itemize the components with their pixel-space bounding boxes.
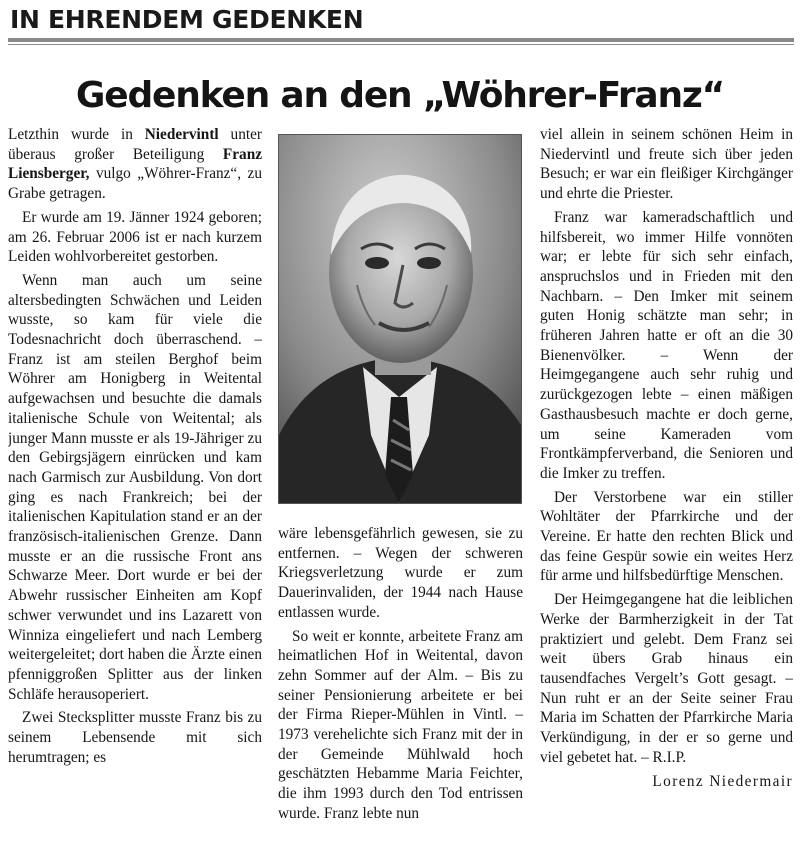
intro-text-b: unter überaus großer Beteiligung xyxy=(8,126,262,163)
paragraph-work: So weit er konnte, arbeitete Franz am heimatlichen Hof in Weitental, davon zehn Sommer auf der Alm. – Bis zu seiner Pensionierung arbeitete er bei der Firma Rieper-Mühlen in Vintl. – 1973 verehelichte sich Franz mit der in der Gemeinde Mühlwald hoch geschätzten Hebamme Maria Feichter, die ihm 1993 durch den Tod entrissen wurde. Franz lebte nun xyxy=(278,627,523,822)
article-column-2 xyxy=(278,524,523,867)
article-column-3 xyxy=(540,125,793,867)
article-column-1 xyxy=(8,125,262,867)
article-headline: Gedenken an den „Wöhrer-Franz“ xyxy=(75,75,725,116)
paragraph-splinters-cont: wäre lebensgefährlich gewesen, sie zu entfernen. – Wegen der schweren Kriegsverletzung wurde er zum Dauerinvaliden, der 1944 nach Hause entlassen wurde. xyxy=(278,525,523,621)
header-rule-thick xyxy=(8,38,794,42)
paragraph-farewell: Der Heimgegangene hat die leiblichen Werke der Barmherzigkeit in der Tat praktiziert und gelebt. Dem Franz sei weit übers Grab hinaus ein tausendfaches Vergelt’s Gott gesagt. – Nun ruht er an der Seite seiner Frau Maria im Schatten der Pfarrkirche Maria Verkündigung, in der er so gerne und viel gebetet hat. – R.I.P. xyxy=(540,591,793,766)
paragraph-life: Wenn man auch um seine altersbedingten Schwächen und Leiden wusste, so kam für viele die Todesnachricht doch überraschend. – Franz ist am steilen Berghof beim Wöhrer am Honigberg in Weitental aufgewachsen und besuchte die damals italienische Schule von Weitental; als junger Mann musste er als 19-Jähriger zu den Gebirgsjägern einrücken und kam nach Garmisch zur Ausbildung. Von dort ging es nach Frankreich; bei der italienischen Kapitulation stand er an der französisch-italienischen Grenze. Dann musste er an die russische Front ans Schwarze Meer. Dort wurde er bei der Abwehr russischer Einheiten am Kopf schwer verwundet und ins Lazarett von Winniza eingeliefert und nach Lemberg weitergeleitet; dort haben die Ärzte einen pfenniggroßen Splitter aus der linken Schläfe herausoperiert. xyxy=(8,271,262,703)
place-name: Niedervintl xyxy=(144,126,219,143)
portrait-photo xyxy=(278,134,522,504)
portrait-icon xyxy=(279,135,521,503)
paragraph-intro xyxy=(8,125,262,204)
paragraph-character: Franz war kameradschaftlich und hilfsbereit, wo immer Hilfe vonnöten war; er lebte für sich sehr einfach, anspruchslos und in Frieden mit den Nachbarn. – Den Imker mit seinem guten Honig schätzte man sehr; in früheren Jahren hatte er oft an die 30 Bienenvölker. – Wenn der Heimgegangene auch sehr ruhig und zurückgezogen lebte – einen mäßigen Gasthausbesuch machte er doch gerne, um seine Kameraden vom Frontkämpferverband, die Senioren und die Imker zu treffen. xyxy=(540,208,793,482)
section-header: IN EHRENDEM GEDENKEN xyxy=(10,5,364,34)
paragraph-dates: Er wurde am 19. Jänner 1924 geboren; am 26. Februar 2006 ist er nach kurzem Leiden wohlvorbereitet gestorben. xyxy=(8,208,262,266)
intro-text-c: vulgo „Wöhrer-Franz“, zu Grabe getragen. xyxy=(8,165,262,203)
deceased-name: Franz Liensberger, xyxy=(8,145,262,183)
paragraph-work-cont: viel allein in seinem schönen Heim in Niedervintl und freute sich über jeden Besuch; er war ein fleißiger Kirchgänger und ehrte die Priester. xyxy=(540,126,793,203)
intro-text-a: Letzthin wurde in xyxy=(8,126,145,143)
paragraph-benefactor: Der Verstorbene war ein stiller Wohltäter der Pfarrkirche und der Vereine. Er hatte den rechten Blick und das feine Gespür sowie ein weites Herz für arme und hilfsbedürftige Menschen. xyxy=(540,488,793,585)
paragraph-splinters: Zwei Stecksplitter musste Franz bis zu seinem Lebensende mit sich herumtragen; es xyxy=(8,709,262,766)
header-rule-thin xyxy=(8,44,794,45)
author-signature: Lorenz Niedermair xyxy=(652,772,793,790)
